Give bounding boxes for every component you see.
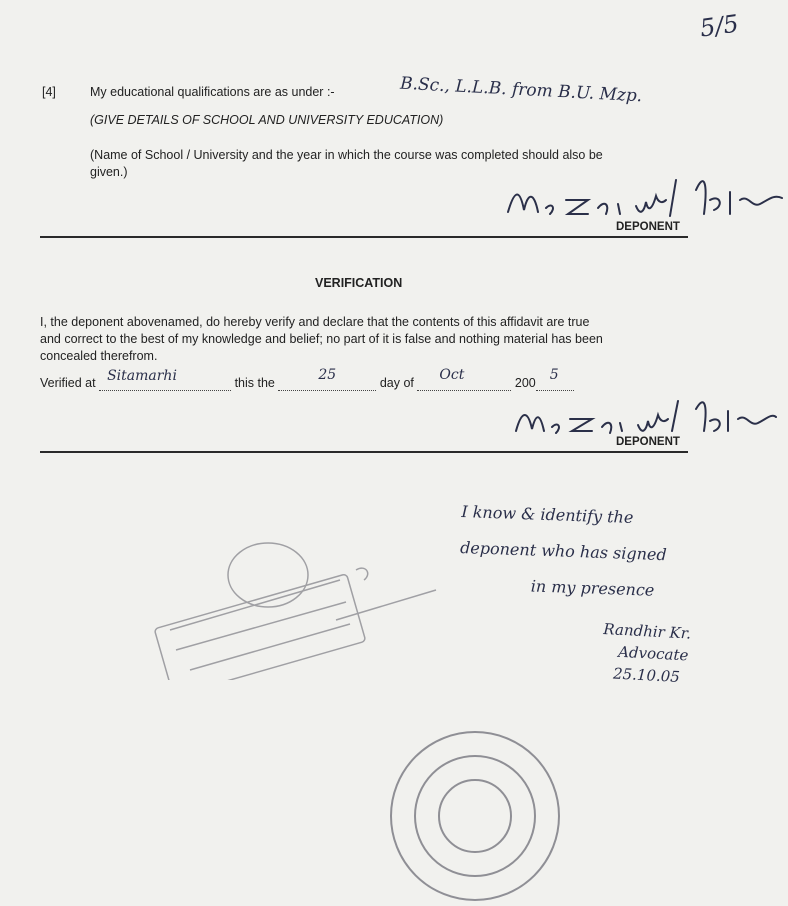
deponent-signature-1: [500, 170, 788, 225]
qualifications-instruction: (GIVE DETAILS OF SCHOOL AND UNIVERSITY EDUCATION): [90, 113, 444, 127]
deponent-label-1: DEPONENT: [616, 221, 680, 233]
advocate-date: 25.10.05: [612, 664, 681, 687]
verification-text: [40, 314, 700, 365]
day-field: [278, 367, 376, 391]
page-mark: 5/5: [698, 9, 741, 43]
year-digit: 5: [549, 367, 559, 383]
year-field: [536, 367, 574, 391]
day-of-label: day of: [379, 376, 414, 390]
this-the-label: this the: [234, 376, 275, 390]
verification-line-1: I, the deponent abovenamed, do hereby verify and declare that the contents of this affidavit are true: [40, 315, 590, 329]
note-line-2: given.): [90, 165, 128, 179]
verified-line: [40, 367, 574, 391]
verification-line-3: concealed therefrom.: [40, 349, 158, 363]
verification-line-2: and correct to the best of my knowledge and belief; no part of it is false and nothing material has been: [40, 332, 603, 346]
qualifications-statement: My educational qualifications are as under :-: [90, 85, 335, 99]
divider-1: [40, 236, 688, 238]
advocate-note: [458, 494, 668, 609]
advocate-signature: [601, 618, 692, 689]
item-number: [4]: [42, 85, 56, 99]
advocate-note-line-3: in my presence: [530, 576, 655, 600]
advocate-note-line-1: I know & identify the: [461, 501, 634, 527]
day-value: 25: [318, 367, 337, 383]
month-field: [417, 367, 511, 391]
advocate-title: Advocate: [617, 642, 689, 665]
year-prefix: 200: [514, 376, 536, 390]
divider-2: [40, 451, 688, 453]
verified-at-field: [99, 368, 231, 391]
advocate-note-line-2: deponent who has signed: [459, 537, 667, 565]
notary-seal: [380, 716, 570, 906]
deponent-signature-2: [510, 395, 780, 440]
official-rubber-stamp: [150, 520, 450, 680]
verified-at-value: Sitamarhi: [107, 368, 177, 384]
handwritten-qualifications: B.Sc., L.L.B. from B.U. Mzp.: [399, 73, 643, 107]
advocate-name: Randhir Kr.: [602, 619, 692, 643]
note-line-1: (Name of School / University and the year in which the course was completed should also be: [90, 148, 603, 162]
verified-at-label: Verified at: [40, 376, 96, 390]
month-value: Oct: [439, 367, 465, 383]
verification-heading: VERIFICATION: [315, 276, 403, 290]
deponent-label-2: DEPONENT: [616, 436, 680, 448]
